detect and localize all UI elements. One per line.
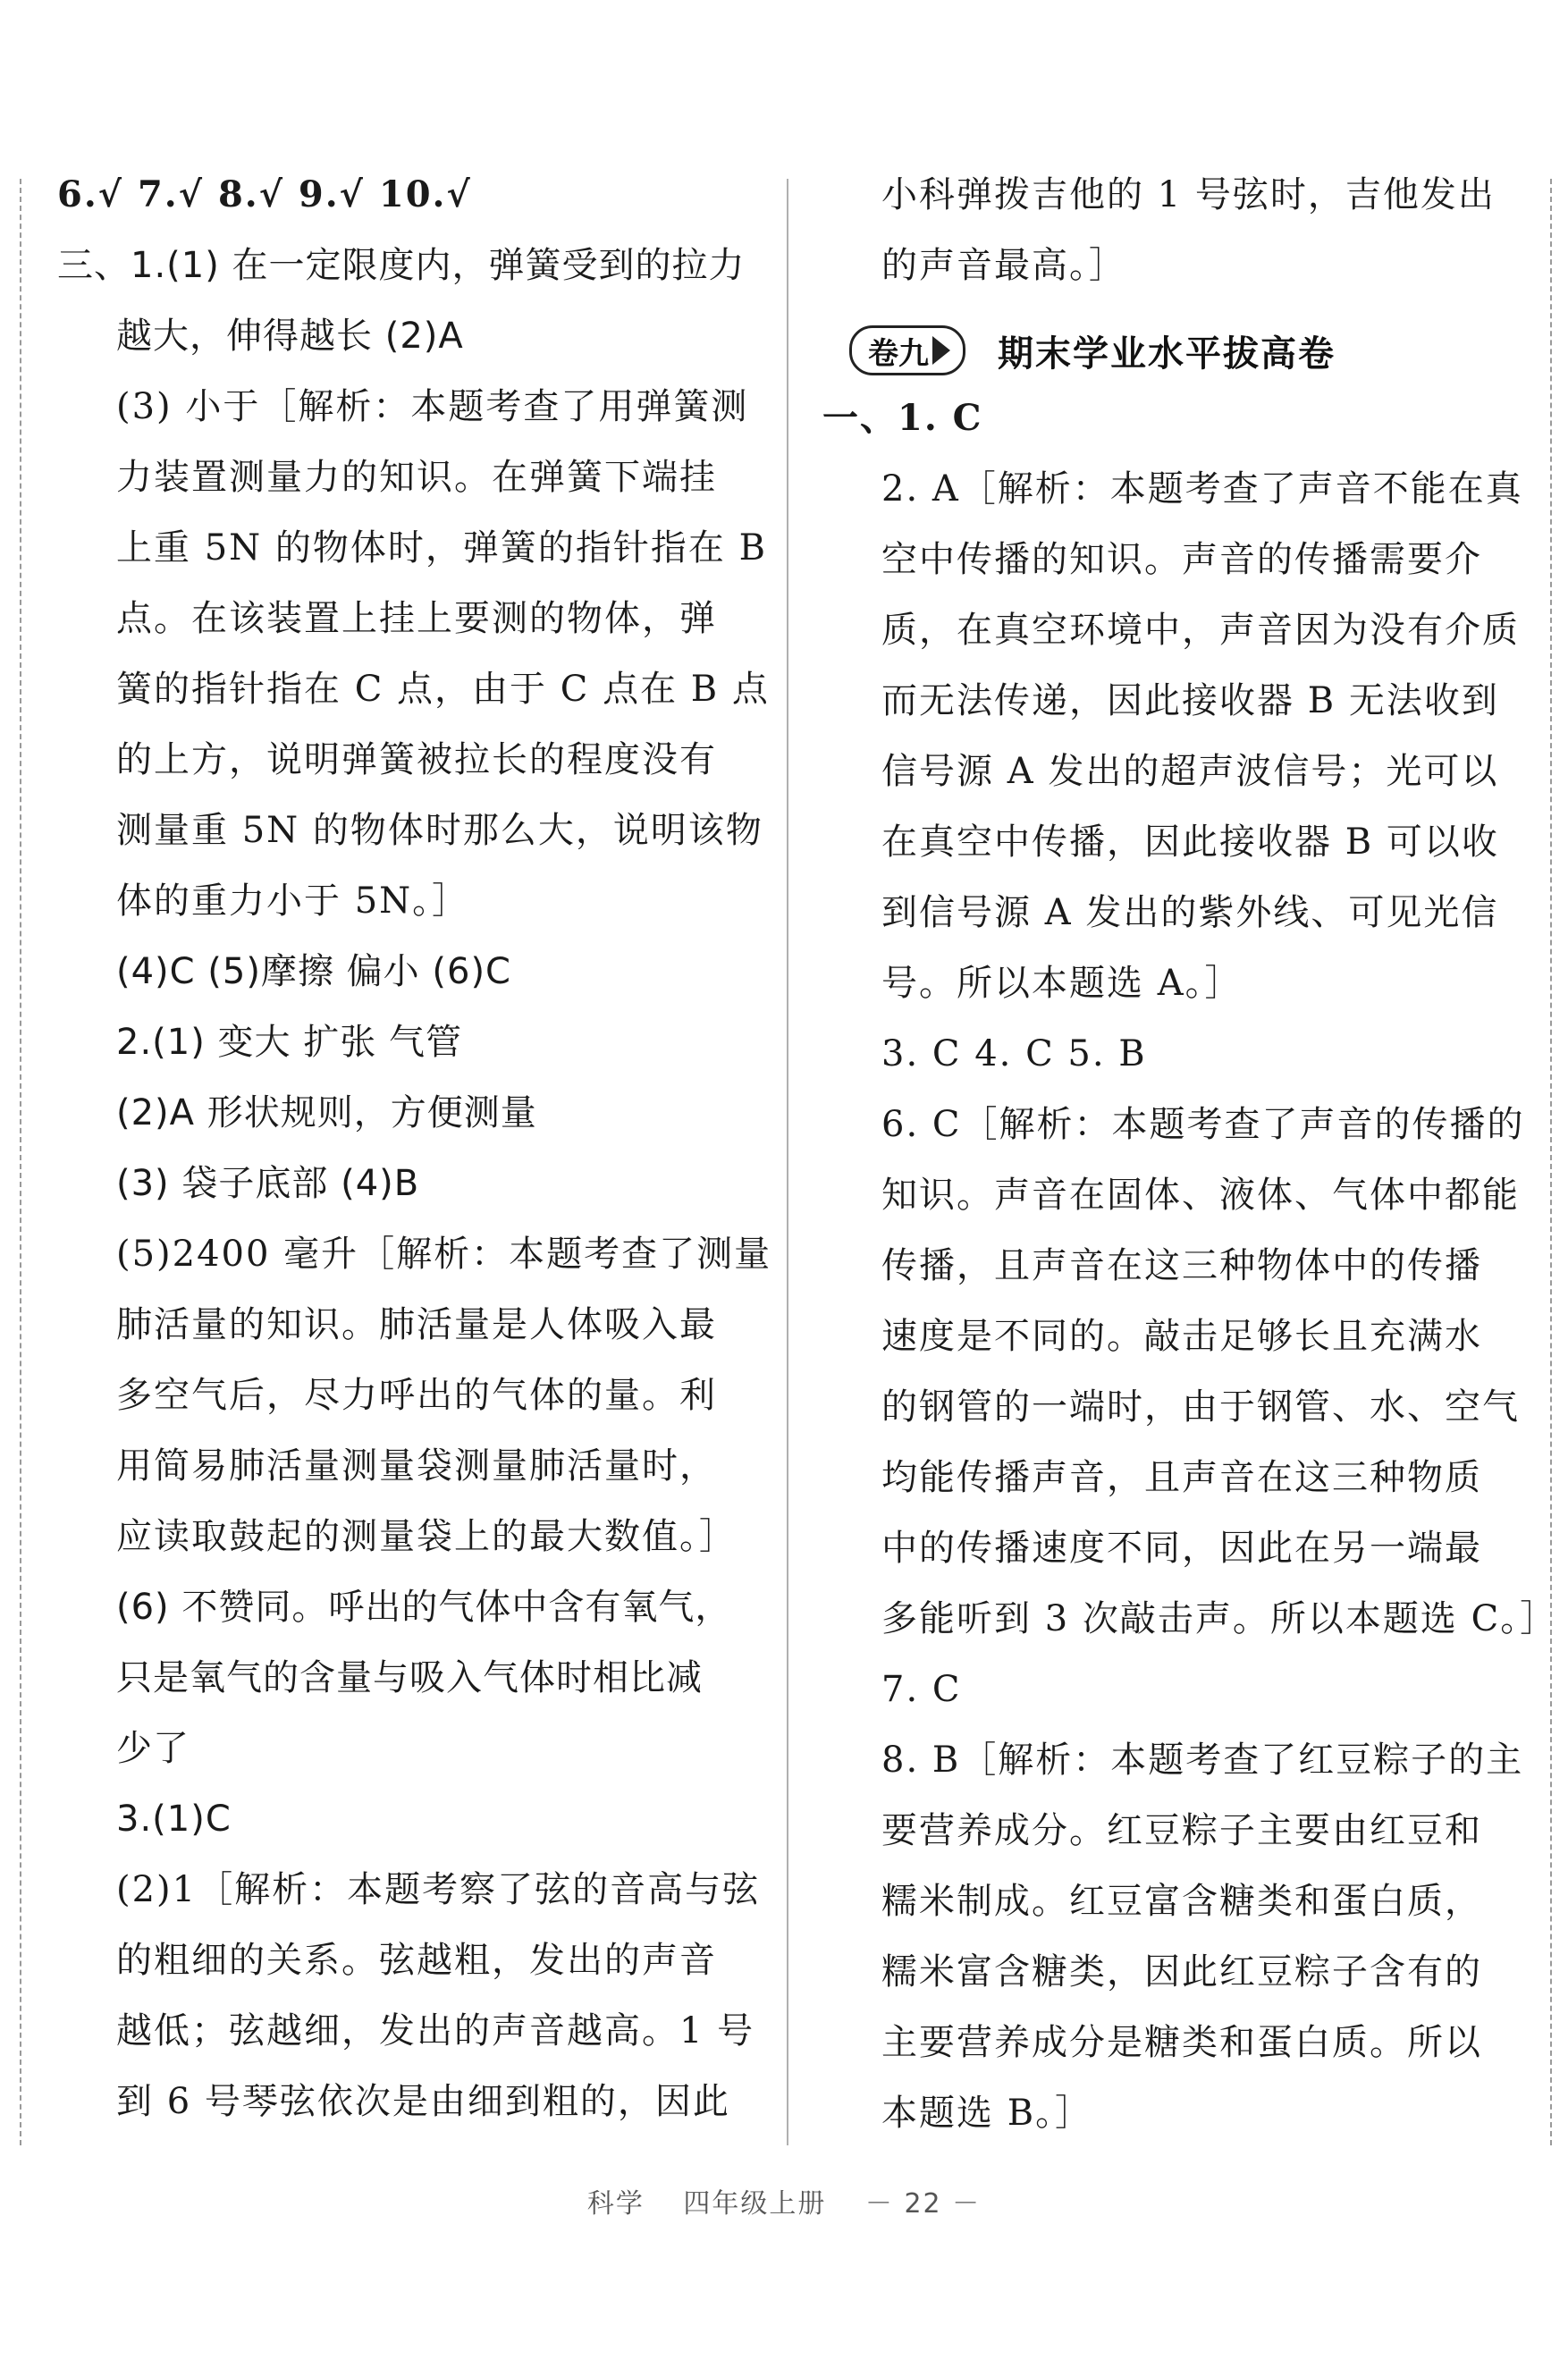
answer-line: 空中传播的知识。声音的传播需要介 bbox=[881, 539, 1482, 580]
answer-line: 簧的指针指在 C 点，由于 C 点在 B 点 bbox=[116, 669, 770, 710]
answer-line: 三、1.(1) 在一定限度内，弹簧受到的拉力 bbox=[57, 245, 746, 286]
answer-line: 肺活量的知识。肺活量是人体吸入最 bbox=[116, 1304, 717, 1345]
footer-grade: 四年级上册 bbox=[683, 2188, 827, 2220]
answer-line: 体的重力小于 5N。］ bbox=[116, 880, 470, 922]
answer-line: 信号源 A 发出的超声波信号；光可以 bbox=[881, 751, 1499, 792]
section-badge bbox=[849, 325, 965, 375]
answer-line: 少了 bbox=[116, 1728, 190, 1769]
answer-line: (3) 袋子底部 (4)B bbox=[116, 1163, 420, 1204]
answer-line: (2)1［解析：本题考察了弦的音高与弦 bbox=[116, 1869, 761, 1910]
answer-line: 本题选 B。］ bbox=[881, 2093, 1093, 2134]
answer-line: 小科弹拨吉他的 1 号弦时，吉他发出 bbox=[881, 174, 1496, 215]
answer-line: 的上方，说明弹簧被拉长的程度没有 bbox=[116, 739, 717, 780]
answer-line: 的粗细的关系。弦越粗，发出的声音 bbox=[116, 1940, 717, 1981]
answer-line: 质，在真空环境中，声音因为没有介质 bbox=[881, 610, 1520, 651]
answer-line: 6.√ 7.√ 8.√ 9.√ 10.√ bbox=[57, 173, 472, 215]
answer-line: 到信号源 A 发出的紫外线、可见光信 bbox=[881, 892, 1499, 933]
answer-line: 号。所以本题选 A。］ bbox=[881, 963, 1243, 1004]
answer-line: (4)C (5)摩擦 偏小 (6)C bbox=[116, 951, 511, 992]
answer-line: 知识。声音在固体、液体、气体中都能 bbox=[881, 1175, 1520, 1216]
answer-line: (2)A 形状规则，方便测量 bbox=[116, 1092, 537, 1133]
answer-line: 应读取鼓起的测量袋上的最大数值。］ bbox=[116, 1516, 737, 1557]
answer-line: (5)2400 毫升［解析：本题考查了测量 bbox=[116, 1234, 772, 1275]
answer-line: 力装置测量力的知识。在弹簧下端挂 bbox=[116, 457, 717, 498]
footer-subject: 科学 bbox=[586, 2188, 645, 2220]
footer-page-number: － 22 － bbox=[864, 2188, 982, 2220]
answer-line: 糯米富含糖类，因此红豆粽子含有的 bbox=[881, 1951, 1482, 1993]
section-title: 期末学业水平拔高卷 bbox=[998, 333, 1336, 375]
answer-line: (6) 不赞同。呼出的气体中含有氧气， bbox=[116, 1587, 732, 1628]
section-heading bbox=[849, 322, 1336, 379]
answer-line: 点。在该装置上挂上要测的物体，弹 bbox=[116, 598, 717, 639]
section-badge-label: 卷九 bbox=[868, 335, 929, 372]
answer-line: 用简易肺活量测量袋测量肺活量时， bbox=[116, 1445, 717, 1487]
answer-line: 传播，且声音在这三种物体中的传播 bbox=[881, 1245, 1482, 1286]
answer-line: 3. C 4. C 5. B bbox=[881, 1033, 1147, 1074]
answer-line: 多空气后，尽力呼出的气体的量。利 bbox=[116, 1375, 717, 1416]
column-divider bbox=[787, 179, 788, 2145]
answer-line: 多能听到 3 次敲击声。所以本题选 C。］ bbox=[881, 1598, 1558, 1639]
answer-line: 6. C［解析：本题考查了声音的传播的 bbox=[881, 1104, 1525, 1145]
answer-line: 7. C bbox=[881, 1669, 962, 1710]
answer-line: 3.(1)C bbox=[116, 1799, 232, 1840]
answer-line: 只是氧气的含量与吸入气体时相比减 bbox=[116, 1657, 703, 1698]
answer-line: 上重 5N 的物体时，弹簧的指针指在 B bbox=[116, 527, 767, 569]
page-footer bbox=[0, 2181, 1568, 2220]
answer-line: 2. A［解析：本题考查了声音不能在真 bbox=[881, 468, 1523, 510]
right-margin-line bbox=[1550, 179, 1552, 2145]
answer-line: (3) 小于［解析：本题考查了用弹簧测 bbox=[116, 386, 749, 427]
left-margin-line bbox=[20, 179, 21, 2145]
answer-line: 越大，伸得越长 (2)A bbox=[116, 316, 464, 357]
answer-line: 在真空中传播，因此接收器 B 可以收 bbox=[881, 821, 1499, 863]
answer-line: 8. B［解析：本题考查了红豆粽子的主 bbox=[881, 1740, 1524, 1781]
answer-line: 越低；弦越细，发出的声音越高。1 号 bbox=[116, 2010, 755, 2051]
answer-line: 到 6 号琴弦依次是由细到粗的，因此 bbox=[116, 2081, 730, 2122]
answer-line: 测量重 5N 的物体时那么大，说明该物 bbox=[116, 810, 763, 851]
play-arrow-icon bbox=[932, 336, 950, 365]
answer-line: 的声音最高。］ bbox=[881, 245, 1126, 286]
answer-line: 而无法传递，因此接收器 B 无法收到 bbox=[881, 680, 1499, 721]
answer-line: 中的传播速度不同，因此在另一端最 bbox=[881, 1528, 1482, 1569]
answer-line: 主要营养成分是糖类和蛋白质。所以 bbox=[881, 2022, 1482, 2063]
answer-line: 糯米制成。红豆富含糖类和蛋白质， bbox=[881, 1881, 1482, 1922]
answer-line: 2.(1) 变大 扩张 气管 bbox=[116, 1022, 462, 1063]
answer-line: 要营养成分。红豆粽子主要由红豆和 bbox=[881, 1810, 1482, 1851]
answer-line: 均能传播声音，且声音在这三种物质 bbox=[881, 1457, 1482, 1498]
answer-line: 的钢管的一端时，由于钢管、水、空气 bbox=[881, 1386, 1520, 1428]
answer-line: 一、1. C bbox=[822, 397, 983, 439]
answer-line: 速度是不同的。敲击足够长且充满水 bbox=[881, 1316, 1482, 1357]
